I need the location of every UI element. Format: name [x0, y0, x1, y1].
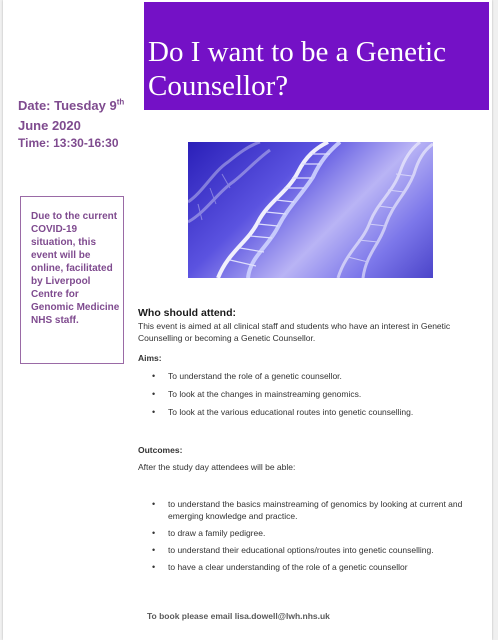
list-item: • To look at the various educational routes into genetic counselling.: [152, 407, 414, 417]
bullet-icon: •: [152, 407, 156, 417]
who-text: This event is aimed at all clinical staff and students who have an interest in Genetic Counselling or becoming a Genetic Counsellor.: [138, 321, 451, 343]
bullet-icon: •: [152, 499, 156, 509]
booking-info: To book please email lisa.dowell@lwh.nhs.uk: [147, 611, 330, 621]
flyer-page: [3, 0, 492, 640]
event-time: Time: 13:30-16:30: [18, 136, 119, 150]
event-date: [18, 96, 143, 136]
page-title: Do I want to be a Genetic Counsellor?: [148, 36, 446, 102]
covid-notice-text: Due to the current COVID-19 situation, this event will be online, facilitated by Liverpool Centre for Genomic Medicine NHS staff.: [31, 211, 120, 326]
list-item: • To look at the changes in mainstreaming genomics.: [152, 389, 362, 399]
list-item: • to have a clear understanding of the role of a genetic counsellor: [152, 562, 408, 572]
outcomes-heading: Outcomes:: [138, 445, 183, 455]
aims-heading: Aims:: [138, 353, 162, 363]
list-item: • to understand the basics mainstreaming of genomics by looking at current and emerging knowledge and practice.: [152, 499, 463, 521]
aims-list: [138, 370, 478, 418]
list-item: • to understand their educational options/routes into genetic counselling.: [152, 545, 434, 555]
event-date-suffix: th: [116, 97, 125, 107]
who-heading: Who should attend:: [138, 307, 236, 319]
bullet-icon: •: [152, 528, 156, 538]
outcomes-intro: After the study day attendees will be able:: [138, 462, 296, 472]
covid-notice-box: [20, 196, 124, 364]
outcomes-list: [138, 498, 478, 573]
event-date-rest: June 2020: [18, 118, 81, 133]
list-item: • to draw a family pedigree.: [152, 528, 266, 538]
bullet-icon: •: [152, 371, 156, 381]
bullet-icon: •: [152, 545, 156, 555]
event-date-prefix: Date: Tuesday 9: [18, 98, 117, 113]
dna-helix-icon: [188, 142, 433, 278]
list-item: • To understand the role of a genetic counsellor.: [152, 371, 342, 381]
bullet-icon: •: [152, 389, 156, 399]
dna-helix-image: [188, 142, 433, 278]
bullet-icon: •: [152, 562, 156, 572]
title-banner: [144, 2, 489, 110]
main-content: [138, 307, 478, 572]
